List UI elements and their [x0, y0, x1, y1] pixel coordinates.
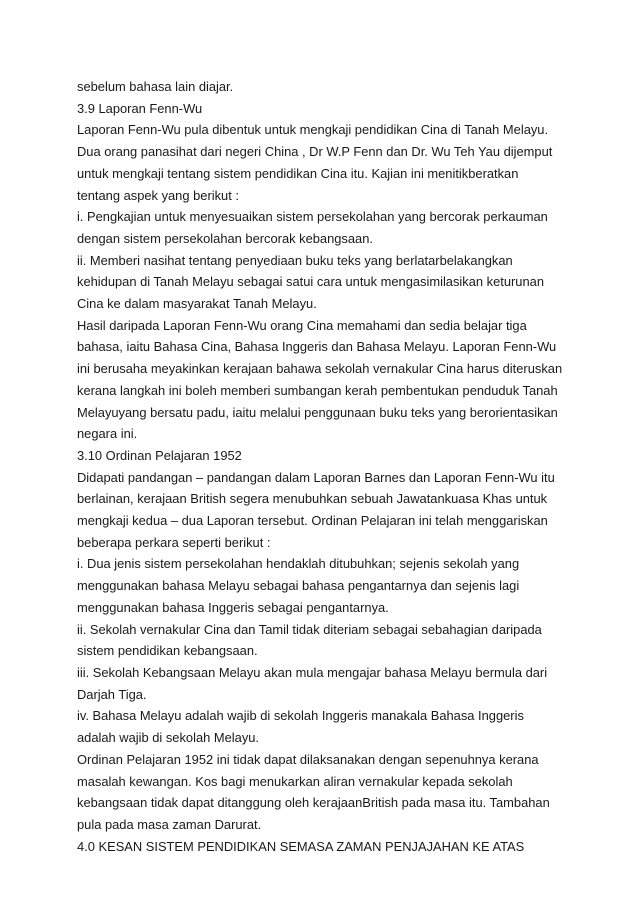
text-line: tentang aspek yang berikut : [77, 187, 239, 203]
text-line: sebelum bahasa lain diajar. [77, 79, 234, 94]
text-line: Laporan Fenn-Wu pula dibentuk untuk mengkaji pendidikan Cina di Tanah Melayu. [77, 122, 549, 138]
list-item-line: i. Dua jenis sistem persekolahan hendaklah ditubuhkan; sejenis sekolah yang [77, 556, 520, 572]
text-line: mengkaji kedua – dua Laporan tersebut. Ordinan Pelajaran ini telah menggariskan [77, 513, 548, 529]
document-page [77, 76, 577, 857]
text-line: Hasil daripada Laporan Fenn-Wu orang Cina memahami dan sedia belajar tiga [77, 317, 527, 333]
list-item-line: ii. Memberi nasihat tentang penyediaan buku teks yang berlatarbelakangkan [77, 252, 513, 268]
text-line: adalah wajib di sekolah Melayu. [77, 730, 260, 746]
list-item-line: ii. Sekolah vernakular Cina dan Tamil tidak diteriam sebagai sebahagian daripada [77, 621, 542, 637]
text-line: kehidupan di Tanah Melayu sebagai satui cara untuk mengasimilasikan keturunan [77, 274, 544, 290]
list-item-line: iv. Bahasa Melayu adalah wajib di sekolah Inggeris manakala Bahasa Inggeris [77, 708, 524, 724]
text-line: Dua orang panasihat dari negeri China , Dr W.P Fenn dan Dr. Wu Teh Yau dijemput [77, 144, 553, 160]
text-line: menggunakan bahasa Inggeris sebagai pengantarnya. [77, 599, 389, 615]
text-line: untuk mengkaji tentang sistem pendidikan Cina itu. Kajian ini menitikberatkan [77, 165, 519, 181]
section-heading-3-10: 3.10 Ordinan Pelajaran 1952 [77, 447, 242, 463]
text-line: menggunakan bahasa Melayu sebagai bahasa pengantarnya dan sejenis lagi [77, 578, 520, 594]
text-line: Cina ke dalam masyarakat Tanah Melayu. [77, 296, 317, 312]
text-line: ini berusaha meyakinkan kerajaan bahawa sekolah vernakular Cina harus diteruskan [77, 361, 563, 377]
text-line: masalah kewangan. Kos bagi menukarkan aliran vernakular kepada sekolah [77, 773, 513, 789]
text-line: kebangsaan tidak dapat ditanggung oleh kerajaanBritish pada masa itu. Tambahan [77, 795, 550, 811]
text-line: beberapa perkara seperti berikut : [77, 534, 271, 550]
section-heading-4-0: 4.0 KESAN SISTEM PENDIDIKAN SEMASA ZAMAN PENJAJAHAN KE ATAS [77, 838, 525, 854]
text-line: Didapati pandangan – pandangan dalam Laporan Barnes dan Laporan Fenn-Wu itu [77, 469, 555, 485]
list-item-line: iii. Sekolah Kebangsaan Melayu akan mula mengajar bahasa Melayu bermula dari [77, 664, 548, 680]
text-line: Darjah Tiga. [77, 686, 147, 702]
text-line: Ordinan Pelajaran 1952 ini tidak dapat dilaksanakan dengan sepenuhnya kerana [77, 751, 539, 767]
text-line: kerana langkah ini boleh memberi sumbangan kerah pembentukan penduduk Tanah [77, 382, 558, 398]
section-heading-3-9: 3.9 Laporan Fenn-Wu [77, 100, 203, 116]
text-line: negara ini. [77, 426, 138, 442]
list-item-line: i. Pengkajian untuk menyesuaikan sistem persekolahan yang bercorak perkauman [77, 209, 548, 225]
text-line: dengan sistem persekolahan bercorak kebangsaan. [77, 230, 373, 246]
text-line: sistem pendidikan kebangsaan. [77, 643, 258, 659]
text-line: bahasa, iaitu Bahasa Cina, Bahasa Inggeris dan Bahasa Melayu. Laporan Fenn-Wu [77, 339, 557, 355]
text-line: pula pada masa zaman Darurat. [77, 816, 262, 832]
text-line: berlainan, kerajaan British segera menubuhkan sebuah Jawatankuasa Khas untuk [77, 491, 548, 507]
text-line: Melayuyang bersatu padu, iaitu melalui penggunaan buku teks yang berorientasikan [77, 404, 558, 420]
